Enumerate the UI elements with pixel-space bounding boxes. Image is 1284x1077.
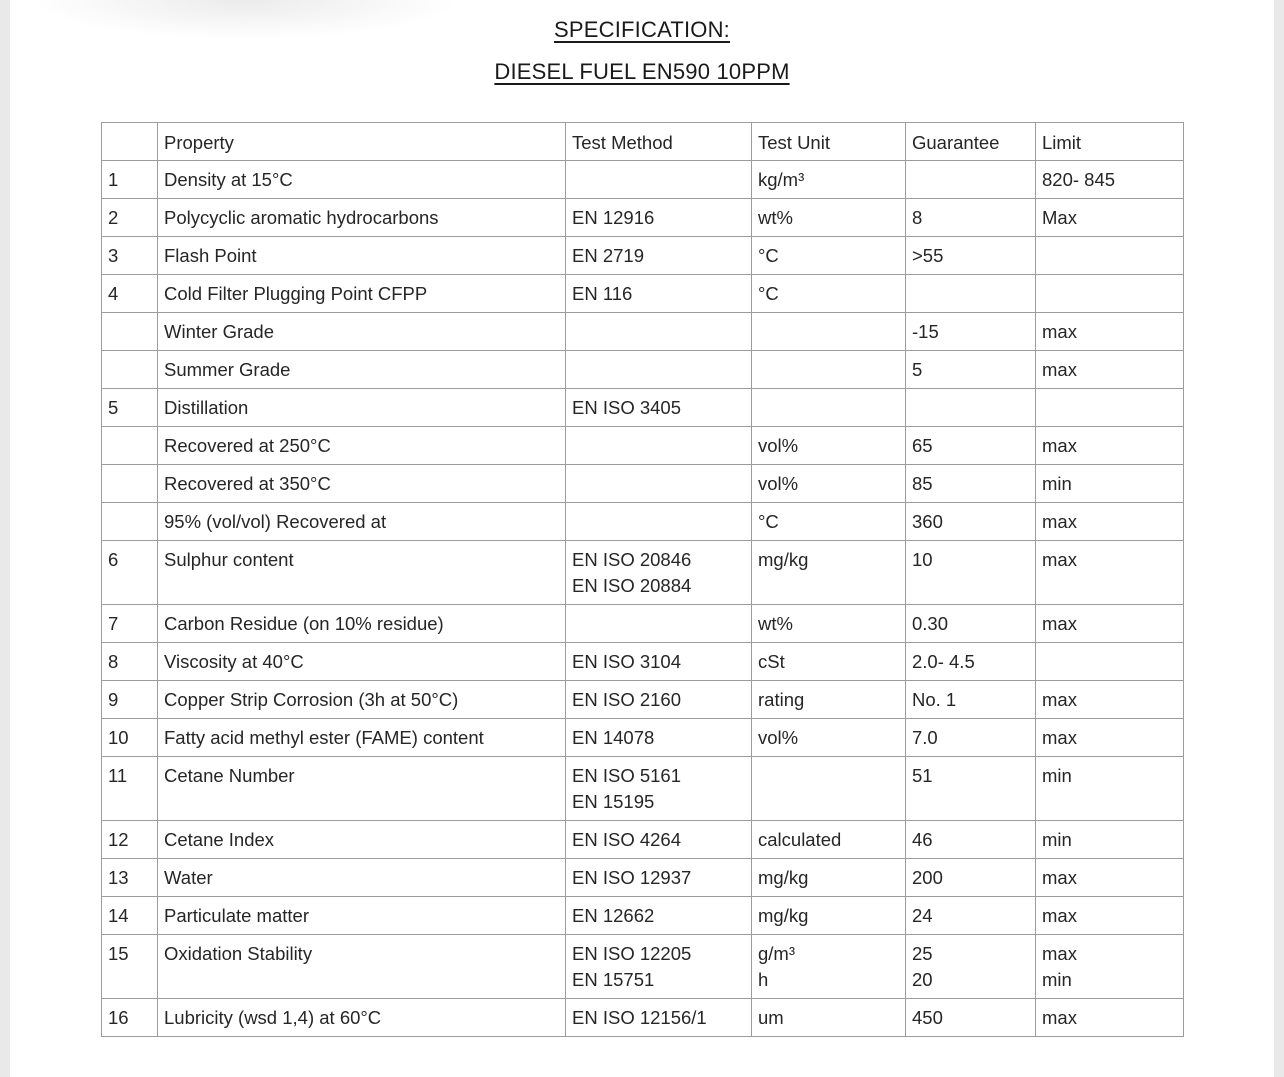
row-number-cell: 6 bbox=[102, 541, 158, 605]
guarantee-cell-line: 65 bbox=[912, 435, 933, 456]
row-number-cell: 4 bbox=[102, 275, 158, 313]
test-unit-cell bbox=[752, 757, 906, 821]
guarantee-cell bbox=[906, 757, 1036, 821]
limit-cell bbox=[1036, 605, 1184, 643]
guarantee-cell bbox=[906, 605, 1036, 643]
property-cell: Recovered at 350°C bbox=[158, 465, 566, 503]
guarantee-cell-line: -15 bbox=[912, 321, 939, 342]
limit-cell bbox=[1036, 935, 1184, 999]
guarantee-cell-line: 5 bbox=[912, 359, 923, 380]
guarantee-cell bbox=[906, 313, 1036, 351]
test-unit-cell bbox=[752, 999, 906, 1037]
test-unit-cell bbox=[752, 427, 906, 465]
guarantee-cell bbox=[906, 681, 1036, 719]
guarantee-cell-line: 85 bbox=[912, 473, 933, 494]
document-subtitle: DIESEL FUEL EN590 10PPM bbox=[494, 59, 790, 84]
header-guarantee: Guarantee bbox=[906, 123, 1036, 161]
limit-cell bbox=[1036, 465, 1184, 503]
limit-cell bbox=[1036, 237, 1184, 275]
test-unit-cell-line: vol% bbox=[758, 435, 799, 456]
test-method-cell bbox=[566, 719, 752, 757]
test-unit-cell bbox=[752, 859, 906, 897]
test-unit-cell-line: h bbox=[758, 969, 769, 990]
test-unit-cell-line: wt% bbox=[758, 613, 793, 634]
limit-cell bbox=[1036, 351, 1184, 389]
test-method-cell bbox=[566, 999, 752, 1037]
limit-cell-line: 820- 845 bbox=[1042, 169, 1116, 190]
guarantee-cell-line: 200 bbox=[912, 867, 943, 888]
test-method-cell bbox=[566, 643, 752, 681]
test-unit-cell-line: °C bbox=[758, 245, 779, 266]
test-unit-cell bbox=[752, 275, 906, 313]
test-unit-cell bbox=[752, 605, 906, 643]
guarantee-cell-line: 10 bbox=[912, 549, 933, 570]
table-row bbox=[102, 681, 1184, 719]
guarantee-cell bbox=[906, 199, 1036, 237]
row-number-cell bbox=[102, 465, 158, 503]
test-method-cell bbox=[566, 821, 752, 859]
row-number-cell: 2 bbox=[102, 199, 158, 237]
table-row bbox=[102, 935, 1184, 999]
table-row bbox=[102, 719, 1184, 757]
limit-cell bbox=[1036, 821, 1184, 859]
row-number-cell: 8 bbox=[102, 643, 158, 681]
property-cell: Cetane Number bbox=[158, 757, 566, 821]
document-title: SPECIFICATION: bbox=[554, 17, 730, 42]
limit-cell bbox=[1036, 427, 1184, 465]
test-unit-cell-line: mg/kg bbox=[758, 905, 809, 926]
test-unit-cell-line: vol% bbox=[758, 473, 799, 494]
property-cell: Recovered at 250°C bbox=[158, 427, 566, 465]
row-number-cell: 16 bbox=[102, 999, 158, 1037]
table-row bbox=[102, 161, 1184, 199]
test-method-cell-line: EN 14078 bbox=[572, 727, 655, 748]
limit-cell bbox=[1036, 757, 1184, 821]
limit-cell-line: max bbox=[1042, 689, 1077, 710]
test-unit-cell-line: °C bbox=[758, 511, 779, 532]
property-cell: Winter Grade bbox=[158, 313, 566, 351]
test-unit-cell-line: kg/m³ bbox=[758, 169, 805, 190]
table-row bbox=[102, 859, 1184, 897]
test-method-cell bbox=[566, 757, 752, 821]
row-number-cell: 1 bbox=[102, 161, 158, 199]
guarantee-cell bbox=[906, 999, 1036, 1037]
test-unit-cell-line: g/m³ bbox=[758, 943, 795, 964]
guarantee-cell bbox=[906, 237, 1036, 275]
guarantee-cell bbox=[906, 821, 1036, 859]
test-method-cell-line: EN ISO 2160 bbox=[572, 689, 682, 710]
test-unit-cell bbox=[752, 313, 906, 351]
row-number-cell: 11 bbox=[102, 757, 158, 821]
test-unit-cell bbox=[752, 681, 906, 719]
table-body bbox=[102, 161, 1184, 1037]
guarantee-cell bbox=[906, 427, 1036, 465]
limit-cell bbox=[1036, 681, 1184, 719]
test-method-cell-line: EN ISO 20884 bbox=[572, 575, 692, 596]
limit-cell-line: min bbox=[1042, 765, 1072, 786]
guarantee-cell bbox=[906, 389, 1036, 427]
limit-cell bbox=[1036, 643, 1184, 681]
limit-cell bbox=[1036, 999, 1184, 1037]
test-method-cell bbox=[566, 465, 752, 503]
test-method-cell bbox=[566, 161, 752, 199]
guarantee-cell-line: >55 bbox=[912, 245, 944, 266]
header-test-unit: Test Unit bbox=[752, 123, 906, 161]
table-row bbox=[102, 643, 1184, 681]
limit-cell-line: max bbox=[1042, 867, 1077, 888]
limit-cell bbox=[1036, 541, 1184, 605]
test-method-cell-line: EN 15751 bbox=[572, 969, 655, 990]
guarantee-cell-line: 360 bbox=[912, 511, 943, 532]
test-method-cell bbox=[566, 275, 752, 313]
limit-cell-line: min bbox=[1042, 969, 1072, 990]
table-row bbox=[102, 821, 1184, 859]
guarantee-cell-line: 2.0- 4.5 bbox=[912, 651, 975, 672]
guarantee-cell bbox=[906, 859, 1036, 897]
guarantee-cell bbox=[906, 643, 1036, 681]
guarantee-cell bbox=[906, 351, 1036, 389]
table-row bbox=[102, 999, 1184, 1037]
test-method-cell bbox=[566, 313, 752, 351]
test-method-cell bbox=[566, 681, 752, 719]
property-cell: Flash Point bbox=[158, 237, 566, 275]
property-cell: Polycyclic aromatic hydrocarbons bbox=[158, 199, 566, 237]
limit-cell-line: max bbox=[1042, 943, 1077, 964]
test-method-cell bbox=[566, 541, 752, 605]
property-cell: Oxidation Stability bbox=[158, 935, 566, 999]
table-row bbox=[102, 313, 1184, 351]
property-cell: Lubricity (wsd 1,4) at 60°C bbox=[158, 999, 566, 1037]
test-unit-cell-line: um bbox=[758, 1007, 784, 1028]
row-number-cell: 10 bbox=[102, 719, 158, 757]
limit-cell bbox=[1036, 897, 1184, 935]
limit-cell-line: max bbox=[1042, 359, 1077, 380]
test-unit-cell bbox=[752, 821, 906, 859]
guarantee-cell-line: 46 bbox=[912, 829, 933, 850]
table-row bbox=[102, 351, 1184, 389]
row-number-cell bbox=[102, 503, 158, 541]
table-row bbox=[102, 465, 1184, 503]
property-cell: Carbon Residue (on 10% residue) bbox=[158, 605, 566, 643]
test-unit-cell bbox=[752, 643, 906, 681]
property-cell: Particulate matter bbox=[158, 897, 566, 935]
test-method-cell-line: EN ISO 3405 bbox=[572, 397, 682, 418]
test-method-cell bbox=[566, 427, 752, 465]
test-unit-cell bbox=[752, 389, 906, 427]
limit-cell-line: min bbox=[1042, 473, 1072, 494]
test-method-cell-line: EN 2719 bbox=[572, 245, 644, 266]
row-number-cell bbox=[102, 427, 158, 465]
guarantee-cell bbox=[906, 897, 1036, 935]
limit-cell bbox=[1036, 275, 1184, 313]
property-cell: Distillation bbox=[158, 389, 566, 427]
property-cell: Cetane Index bbox=[158, 821, 566, 859]
property-cell: Cold Filter Plugging Point CFPP bbox=[158, 275, 566, 313]
test-unit-cell-line: °C bbox=[758, 283, 779, 304]
guarantee-cell bbox=[906, 719, 1036, 757]
row-number-cell: 3 bbox=[102, 237, 158, 275]
row-number-cell: 13 bbox=[102, 859, 158, 897]
table-row bbox=[102, 503, 1184, 541]
test-method-cell bbox=[566, 897, 752, 935]
table-row bbox=[102, 389, 1184, 427]
test-unit-cell-line: mg/kg bbox=[758, 867, 809, 888]
table-row bbox=[102, 237, 1184, 275]
limit-cell-line: Max bbox=[1042, 207, 1077, 228]
table-row bbox=[102, 757, 1184, 821]
guarantee-cell bbox=[906, 935, 1036, 999]
row-number-cell: 7 bbox=[102, 605, 158, 643]
limit-cell-line: max bbox=[1042, 905, 1077, 926]
table-row bbox=[102, 605, 1184, 643]
guarantee-cell-line: 450 bbox=[912, 1007, 943, 1028]
table-row bbox=[102, 275, 1184, 313]
test-method-cell bbox=[566, 935, 752, 999]
test-unit-cell bbox=[752, 465, 906, 503]
test-unit-cell bbox=[752, 719, 906, 757]
guarantee-cell bbox=[906, 275, 1036, 313]
property-cell: Density at 15°C bbox=[158, 161, 566, 199]
test-unit-cell-line: vol% bbox=[758, 727, 799, 748]
limit-cell bbox=[1036, 719, 1184, 757]
row-number-cell: 15 bbox=[102, 935, 158, 999]
header-number bbox=[102, 123, 158, 161]
property-cell: Water bbox=[158, 859, 566, 897]
test-method-cell-line: EN ISO 12156/1 bbox=[572, 1007, 707, 1028]
guarantee-cell bbox=[906, 541, 1036, 605]
test-method-cell bbox=[566, 859, 752, 897]
test-method-cell-line: EN 116 bbox=[572, 283, 633, 304]
property-cell: Sulphur content bbox=[158, 541, 566, 605]
property-cell: Viscosity at 40°C bbox=[158, 643, 566, 681]
guarantee-cell-line: 24 bbox=[912, 905, 933, 926]
test-method-cell bbox=[566, 237, 752, 275]
limit-cell-line: max bbox=[1042, 321, 1077, 342]
table-row bbox=[102, 897, 1184, 935]
limit-cell-line: max bbox=[1042, 727, 1077, 748]
limit-cell bbox=[1036, 161, 1184, 199]
test-unit-cell-line: mg/kg bbox=[758, 549, 809, 570]
row-number-cell: 9 bbox=[102, 681, 158, 719]
test-method-cell-line: EN 15195 bbox=[572, 791, 655, 812]
guarantee-cell bbox=[906, 161, 1036, 199]
limit-cell-line: max bbox=[1042, 613, 1077, 634]
specification-table bbox=[101, 122, 1184, 1037]
test-unit-cell bbox=[752, 503, 906, 541]
test-method-cell bbox=[566, 199, 752, 237]
test-method-cell-line: EN 12662 bbox=[572, 905, 655, 926]
test-method-cell-line: EN 12916 bbox=[572, 207, 655, 228]
test-unit-cell-line: calculated bbox=[758, 829, 842, 850]
property-cell: Summer Grade bbox=[158, 351, 566, 389]
test-unit-cell-line: rating bbox=[758, 689, 805, 710]
guarantee-cell bbox=[906, 503, 1036, 541]
limit-cell-line: max bbox=[1042, 549, 1077, 570]
test-method-cell-line: EN ISO 5161 bbox=[572, 765, 682, 786]
property-cell: Fatty acid methyl ester (FAME) content bbox=[158, 719, 566, 757]
guarantee-cell-line: No. 1 bbox=[912, 689, 957, 710]
guarantee-cell-line: 51 bbox=[912, 765, 933, 786]
limit-cell bbox=[1036, 859, 1184, 897]
limit-cell-line: max bbox=[1042, 511, 1077, 532]
test-unit-cell-line: wt% bbox=[758, 207, 793, 228]
test-unit-cell bbox=[752, 237, 906, 275]
guarantee-cell-line: 8 bbox=[912, 207, 923, 228]
limit-cell-line: min bbox=[1042, 829, 1072, 850]
test-method-cell-line: EN ISO 12937 bbox=[572, 867, 692, 888]
table-row bbox=[102, 199, 1184, 237]
test-unit-cell bbox=[752, 541, 906, 605]
limit-cell-line: max bbox=[1042, 1007, 1077, 1028]
limit-cell bbox=[1036, 199, 1184, 237]
test-method-cell bbox=[566, 503, 752, 541]
property-cell: 95% (vol/vol) Recovered at bbox=[158, 503, 566, 541]
limit-cell-line: max bbox=[1042, 435, 1077, 456]
row-number-cell bbox=[102, 313, 158, 351]
row-number-cell bbox=[102, 351, 158, 389]
test-method-cell bbox=[566, 389, 752, 427]
test-unit-cell bbox=[752, 161, 906, 199]
guarantee-cell-line: 0.30 bbox=[912, 613, 949, 634]
table-row bbox=[102, 427, 1184, 465]
test-method-cell-line: EN ISO 12205 bbox=[572, 943, 692, 964]
test-unit-cell bbox=[752, 351, 906, 389]
row-number-cell: 14 bbox=[102, 897, 158, 935]
limit-cell bbox=[1036, 389, 1184, 427]
test-method-cell-line: EN ISO 4264 bbox=[572, 829, 682, 850]
table-header-row bbox=[102, 123, 1184, 161]
limit-cell bbox=[1036, 503, 1184, 541]
table-row bbox=[102, 541, 1184, 605]
property-cell: Copper Strip Corrosion (3h at 50°C) bbox=[158, 681, 566, 719]
header-limit: Limit bbox=[1036, 123, 1184, 161]
header-test-method: Test Method bbox=[566, 123, 752, 161]
guarantee-cell bbox=[906, 465, 1036, 503]
limit-cell bbox=[1036, 313, 1184, 351]
test-method-cell bbox=[566, 351, 752, 389]
test-method-cell-line: EN ISO 3104 bbox=[572, 651, 682, 672]
guarantee-cell-line: 25 bbox=[912, 943, 933, 964]
guarantee-cell-line: 20 bbox=[912, 969, 933, 990]
test-unit-cell bbox=[752, 935, 906, 999]
header-property: Property bbox=[158, 123, 566, 161]
row-number-cell: 12 bbox=[102, 821, 158, 859]
row-number-cell: 5 bbox=[102, 389, 158, 427]
test-method-cell bbox=[566, 605, 752, 643]
test-unit-cell-line: cSt bbox=[758, 651, 785, 672]
test-unit-cell bbox=[752, 199, 906, 237]
test-method-cell-line: EN ISO 20846 bbox=[572, 549, 692, 570]
guarantee-cell-line: 7.0 bbox=[912, 727, 938, 748]
test-unit-cell bbox=[752, 897, 906, 935]
